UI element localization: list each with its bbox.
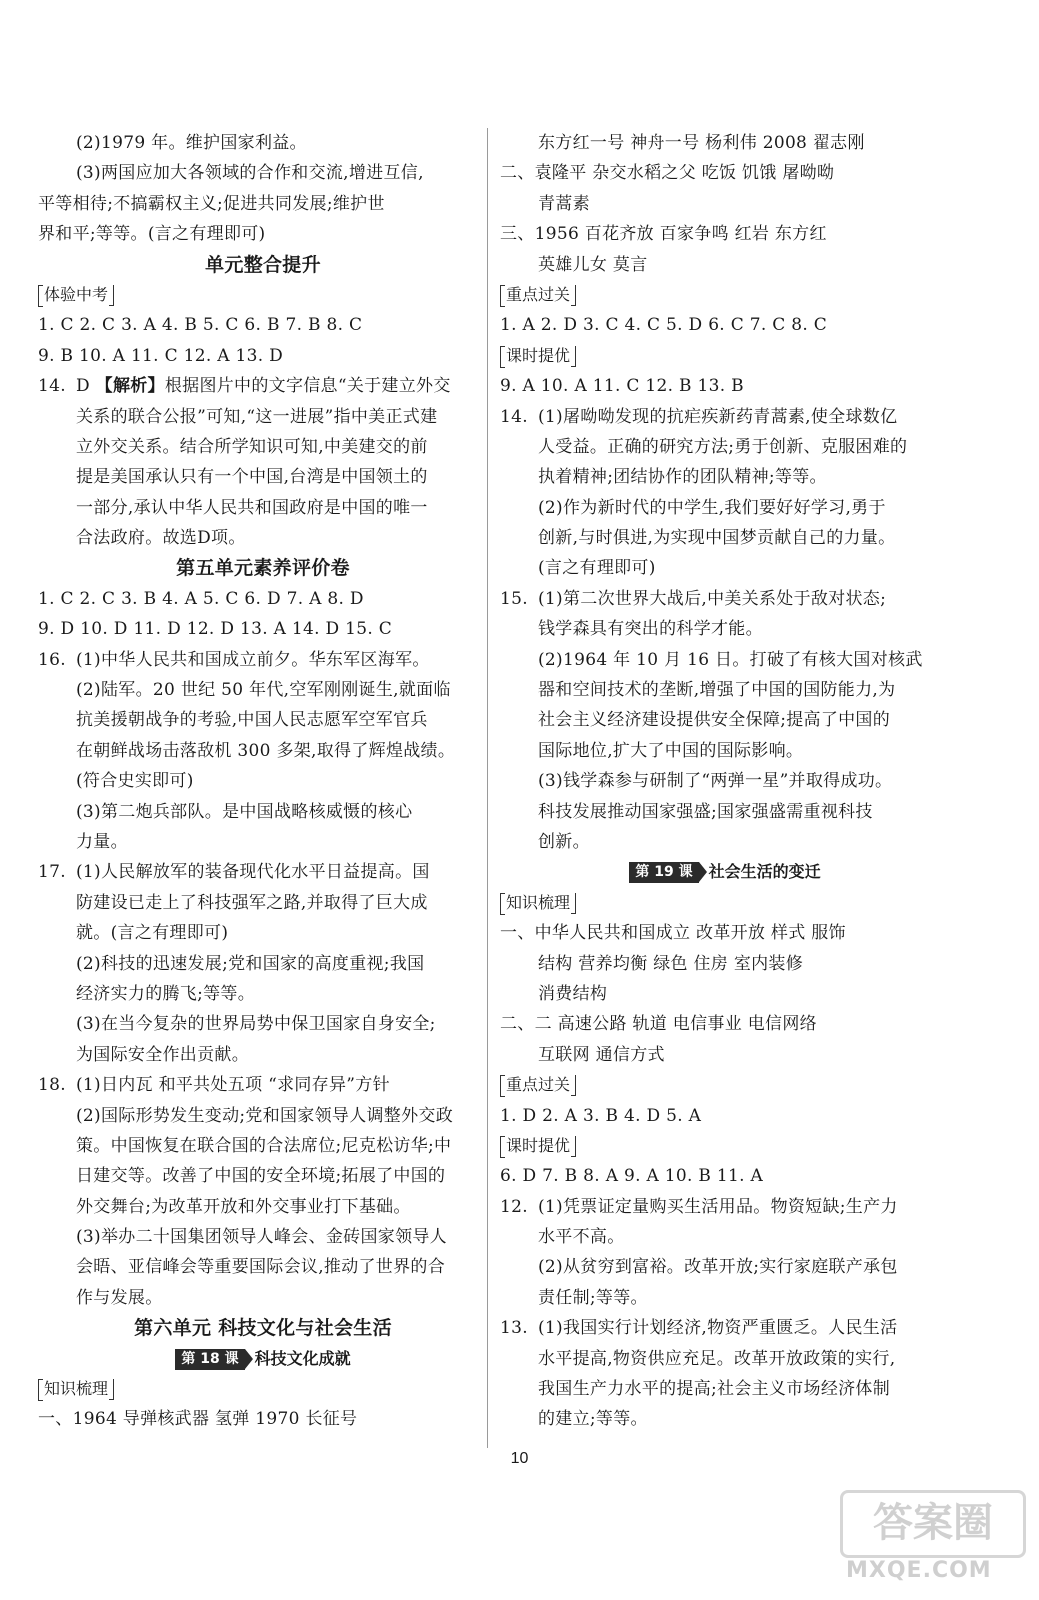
question-17: 17. (1)人民解放军的装备现代化水平日益提高。国 [38,862,430,883]
question-18: 18. (1)日内瓦 和平共处五项 “求同存异”方针 [38,1075,390,1096]
analysis-tag: 【解析】 [95,376,165,397]
text-line: (3)举办二十国集团领导人峰会、金砖国家领导人 [76,1227,447,1248]
text-line: 平等相待;不搞霸权主义;促进共同发展;维护世 [38,193,385,214]
text-line: (2)陆军。20 世纪 50 年代,空军刚刚诞生,就面临 [76,680,451,701]
knowledge-section-label: 知识梳理 [38,1374,488,1404]
answer-row: 1. C 2. C 3. A 4. B 5. C 6. B 7. B 8. C [38,315,363,336]
key-section-label: 重点过关 [500,1070,950,1100]
text-line: 一、中华人民共和国成立 改革开放 样式 服饰 [500,923,846,944]
text-line: 水平不高。 [538,1227,625,1248]
text-line: 人受益。正确的研究方法;勇于创新、克服困难的 [538,436,908,457]
text-line: (符合史实即可) [76,771,194,792]
text-line: 二、二 高速公路 轨道 电信事业 电信网络 [500,1014,817,1035]
text-line: 力量。 [76,831,128,852]
text-line: 国际地位,扩大了中国的国际影响。 [538,740,804,761]
text-line: 责任制;等等。 [538,1287,648,1308]
text-line: 创新,与时俱进,为实现中国梦贡献自己的力量。 [538,528,896,549]
text-line: (3)两国应加大各领域的合作和交流,增进互信, [76,163,424,184]
answer-row: 1. C 2. C 3. B 4. A 5. C 6. D 7. A 8. D [38,588,364,609]
text-line: (3)第二炮兵部队。是中国战略核威慑的核心 [76,801,413,822]
question-15: 15. (1)第二次世界大战后,中美关系处于敌对状态; [500,588,887,609]
key-section-label: 重点过关 [500,280,950,310]
text-line: 就。(言之有理即可) [76,923,229,944]
lesson-badge: 第 18 课 [175,1349,244,1370]
text-line: 器和空间技术的垄断,增强了中国的国防能力,为 [538,680,896,701]
text-line: 日建交等。改善了中国的安全环境;拓展了中国的 [76,1166,446,1187]
text-line: 三、1956 百花齐放 百家争鸣 红岩 东方红 [500,224,827,245]
question-12: 12. (1)凭票证定量购买生活用品。物资短缺;生产力 [500,1196,898,1217]
text-line: 执着精神;团结协作的团队精神;等等。 [538,467,827,488]
right-column [500,128,950,1435]
text-line: 一、1964 导弹核武器 氢弹 1970 长征号 [38,1409,358,1430]
text-line: 合法政府。故选D项。 [76,528,246,549]
text-line: 钱学森具有突出的科学才能。 [538,619,763,640]
unit5-title: 第五单元素养评价卷 [176,557,350,580]
text-line: (2)作为新时代的中学生,我们要好好学习,勇于 [538,497,886,518]
page-number: 10 [510,1450,529,1467]
text-line: 互联网 通信方式 [538,1044,665,1065]
left-column [38,128,488,1435]
text-line: 科技发展推动国家强盛;国家强盛需重视科技 [538,801,873,822]
text-line: 作与发展。 [76,1287,163,1308]
text-line: 东方红一号 神舟一号 杨利伟 2008 翟志刚 [538,133,865,153]
text-line: (2)1979 年。维护国家利益。 [76,133,307,153]
watermark-logo [840,1490,1030,1590]
class-section-label: 课时提优 [500,1131,950,1161]
text-line: 在朝鲜战场击落敌机 300 多架,取得了辉煌战绩。 [76,740,456,761]
text-line: 结构 营养均衡 绿色 住房 室内装修 [538,953,804,974]
class-section-label: 课时提优 [500,341,950,371]
question-13: 13. (1)我国实行计划经济,物资严重匮乏。人民生活 [500,1318,898,1339]
watermark-logo-text: 答案圈 [840,1490,1026,1558]
text-line: 立外交关系。结合所学知识可知,中美建交的前 [76,436,428,457]
text-line: 经济实力的腾飞;等等。 [76,983,256,1004]
unit6-title: 第六单元 科技文化与社会生活 [134,1317,392,1340]
unit-review-title: 单元整合提升 [205,253,321,276]
exam-section-label: 体验中考 [38,280,488,310]
text-line: 青蒿素 [538,193,590,214]
answer-row: 9. D 10. D 11. D 12. D 13. A 14. D 15. C [38,619,393,640]
text-line: (3)钱学森参与研制了“两弹一星”并取得成功。 [538,771,893,792]
text-line: 关系的联合公报”可知,“这一进展”指中美正式建 [76,406,438,427]
text-line: 水平提高,物资供应充足。改革开放政策的实行, [538,1348,896,1369]
lesson-badge: 第 19 课 [629,862,698,883]
answer-row: 1. D 2. A 3. B 4. D 5. A [500,1105,702,1126]
text-line: (2)科技的迅速发展;党和国家的高度重视;我国 [76,953,425,974]
text-line: 外交舞台;为改革开放和外交事业打下基础。 [76,1196,411,1217]
text-line: 二、袁隆平 杂交水稻之父 吃饭 饥饿 屠呦呦 [500,163,835,184]
answer-row: 9. B 10. A 11. C 12. A 13. D [38,345,284,366]
text-line: 会晤、亚信峰会等重要国际会议,推动了世界的合 [76,1257,446,1278]
text-line: 为国际安全作出贡献。 [76,1044,249,1065]
knowledge-section-label: 知识梳理 [500,888,950,918]
text-line: (3)在当今复杂的世界局势中保卫国家自身安全; [76,1014,436,1035]
text-line: 的建立;等等。 [538,1409,648,1430]
question-14: 14. (1)屠呦呦发现的抗疟疾新药青蒿素,使全球数亿 [500,406,898,427]
text-line: 一部分,承认中华人民共和国政府是中国的唯一 [76,497,428,518]
text-line: (言之有理即可) [538,558,656,579]
text-line: (2)从贫穷到富裕。改革开放;实行家庭联产承包 [538,1257,898,1278]
text-line: 抗美援朝战争的考验,中国人民志愿军空军官兵 [76,710,428,731]
text-line: 社会主义经济建设提供安全保障;提高了中国的 [538,710,891,731]
lesson-19-heading: 第 19 课 社会生活的变迁 [500,857,950,887]
text-line: 策。中国恢复在联合国的合法席位;尼克松访华;中 [76,1135,452,1156]
text-line: 消费结构 [538,983,608,1004]
text-line: (2)1964 年 10 月 16 日。打破了有核大国对核武 [538,649,923,670]
answer-row: 1. A 2. D 3. C 4. C 5. D 6. C 7. C 8. C [500,315,828,336]
text-line: (2)国际形势发生变动;党和国家领导人调整外交政 [76,1105,454,1126]
text-line: 英雄儿女 莫言 [538,254,648,275]
text-line: 界和平;等等。(言之有理即可) [38,224,266,245]
text-line: 我国生产力水平的提高;社会主义市场经济体制 [538,1379,891,1400]
text-line: 提是美国承认只有一个中国,台湾是中国领土的 [76,467,428,488]
answer-row: 6. D 7. B 8. A 9. A 10. B 11. A [500,1166,764,1187]
text-line: 防建设已走上了科技强军之路,并取得了巨大成 [76,892,428,913]
question-14: 14. D 【解析】根据图片中的文字信息“关于建立外交 [38,376,451,397]
watermark-url: MXQE.COM [846,1558,992,1583]
lesson-18-heading: 第 18 课 科技文化成就 [38,1344,488,1374]
text-line: 创新。 [538,831,590,852]
answer-row: 9. A 10. A 11. C 12. B 13. B [500,376,744,397]
question-16: 16. (1)中华人民共和国成立前夕。华东军区海军。 [38,649,430,670]
